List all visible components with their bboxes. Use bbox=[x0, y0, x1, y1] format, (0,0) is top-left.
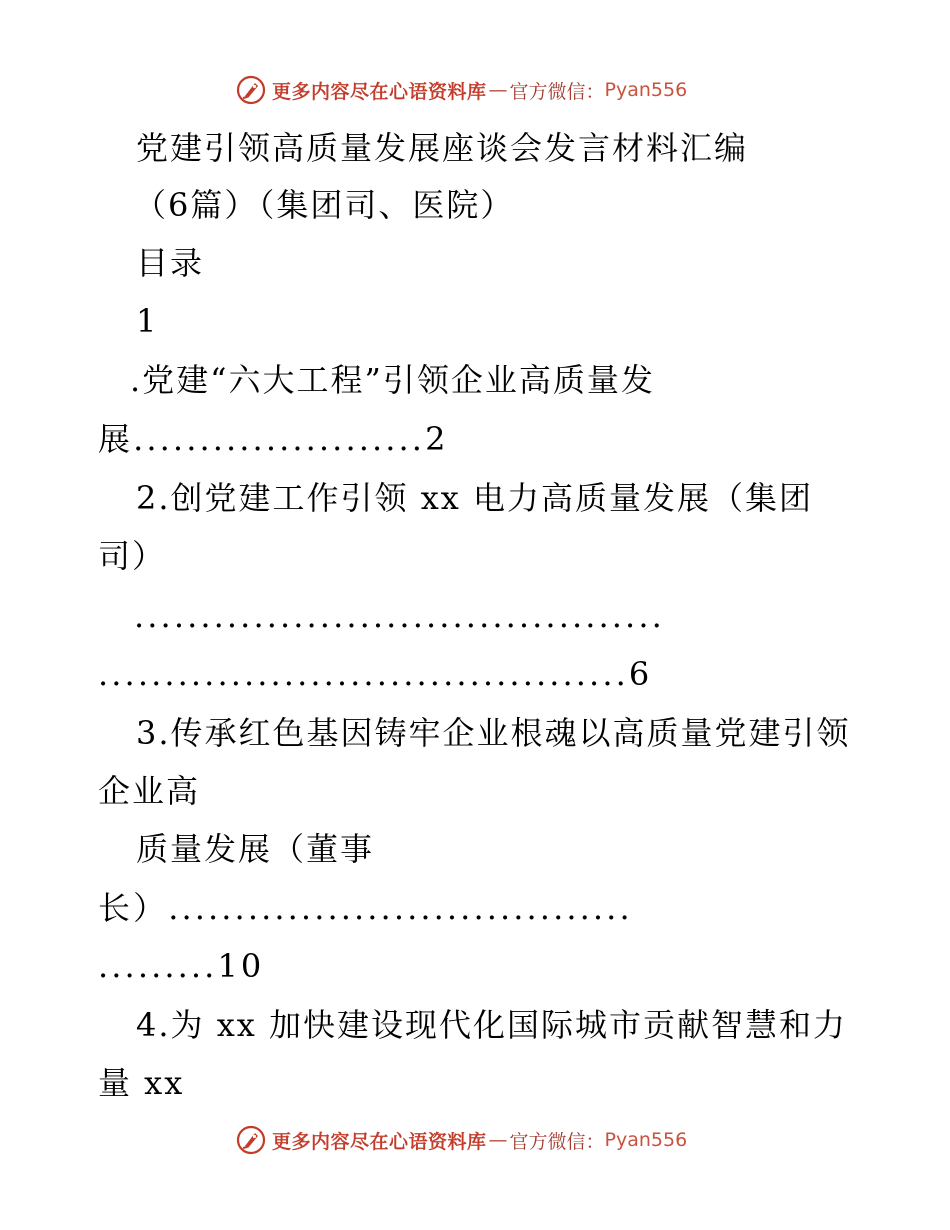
watermark-wechat-id: Pyan556 bbox=[604, 1129, 688, 1151]
toc-item-1-title: .党建“六大工程”引领企业高质量发 bbox=[130, 361, 655, 399]
document-title-line2: （6篇）（集团司、医院） bbox=[134, 186, 515, 224]
toc-heading: 目录 bbox=[136, 244, 205, 282]
pen-nib-icon bbox=[236, 75, 266, 105]
pen-nib-icon bbox=[236, 1125, 266, 1155]
toc-item-1-continuation: 展......................2 bbox=[98, 420, 449, 458]
watermark-site-text: 更多内容尽在心语资料库 bbox=[272, 1130, 487, 1153]
toc-item-2-title: 2.创党建工作引领 xx 电力高质量发展（集团 bbox=[136, 479, 813, 517]
watermark-separator: — bbox=[488, 1129, 508, 1151]
toc-item-3-continuation-line2: 长）................................... bbox=[98, 889, 633, 927]
toc-item-2-dots-line2: ........................................6 bbox=[98, 655, 653, 693]
toc-item-4-continuation: 量 xx bbox=[98, 1064, 185, 1102]
watermark-wechat-label: 官方微信： bbox=[509, 1130, 605, 1153]
toc-item-3-title-line2: 质量发展（董事 bbox=[136, 830, 375, 868]
footer-watermark bbox=[236, 1123, 687, 1157]
toc-item-3-continuation: 企业高 bbox=[98, 772, 201, 810]
watermark-wechat-id: Pyan556 bbox=[604, 79, 688, 101]
toc-item-3-dots-line: .........10 bbox=[98, 947, 265, 985]
toc-item-3-title: 3.传承红色基因铸牢企业根魂以高质量党建引领 bbox=[136, 714, 851, 752]
watermark-separator: — bbox=[488, 79, 508, 101]
watermark-site-text: 更多内容尽在心语资料库 bbox=[272, 80, 487, 103]
toc-item-2-continuation: 司） bbox=[98, 537, 167, 575]
toc-item-1-number: 1 bbox=[136, 302, 159, 340]
toc-item-2-dots-line1: ........................................ bbox=[134, 597, 665, 635]
watermark-wechat-label: 官方微信： bbox=[509, 80, 605, 103]
toc-item-4-title: 4.为 xx 加快建设现代化国际城市贡献智慧和力 bbox=[136, 1006, 847, 1044]
header-watermark bbox=[236, 73, 687, 107]
document-title-line1: 党建引领高质量发展座谈会发言材料汇编 bbox=[136, 129, 749, 167]
